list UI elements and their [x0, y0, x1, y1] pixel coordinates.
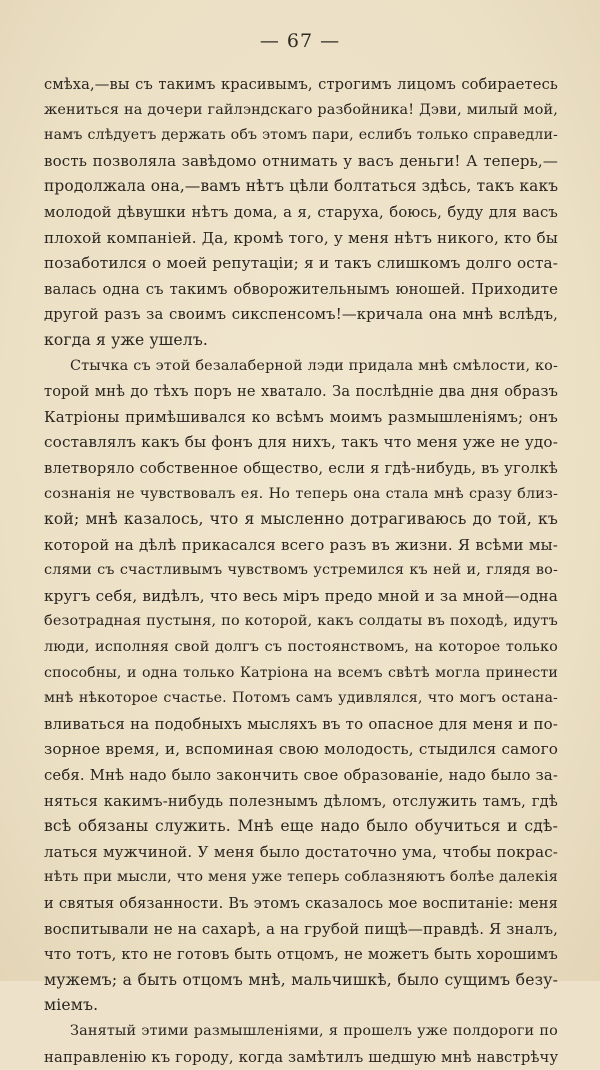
text-line: молодой дѣвушки нѣтъ дома, а я, старуха, боюсь, буду для васъ	[44, 203, 558, 221]
text-line: вость позволяла завѣдомо отнимать у васъ деньги! А теперь,—	[44, 151, 558, 170]
text-line: валась одна съ такимъ обворожительнымъ юношей. Приходите	[44, 280, 558, 298]
text-line: и святыя обязанности. Въ этомъ сказалось мое воспитаніе: меня	[44, 895, 558, 912]
text-line: направленію къ городу, когда замѣтилъ шедшую мнѣ навстрѣчу	[44, 1048, 559, 1066]
text-line: когда я уже ушелъ.	[44, 330, 209, 349]
text-line: мужемъ; а быть отцомъ мнѣ, мальчишкѣ, было сущимъ безу-	[44, 970, 558, 989]
text-line: слями съ счастливымъ чувствомъ устремился къ ней и, глядя во-	[44, 562, 558, 579]
text-line: кругъ себя, видѣлъ, что весь міръ предо мной и за мной—одна	[44, 586, 558, 605]
text-line: влетворяло собственное общество, если я гдѣ-нибудь, въ уголкѣ	[44, 459, 558, 477]
text-line: продолжала она,—вамъ нѣтъ цѣли болтаться здѣсь, такъ какъ	[44, 177, 559, 196]
text-line: мнѣ нѣкоторое счастье. Потомъ самъ удивлялся, что могъ остана-	[44, 690, 558, 707]
text-line: Стычка съ этой безалаберной лэди придала мнѣ смѣлости, ко-	[70, 357, 558, 374]
text-line: торой мнѣ до тѣхъ поръ не хватало. За послѣдніе два дня образъ	[44, 383, 558, 401]
text-line: вливаться на подобныхъ мысляхъ въ то опасное для меня и по-	[44, 714, 558, 733]
text-line: что тотъ, кто не готовъ быть отцомъ, не можетъ быть хорошимъ	[44, 946, 558, 964]
text-line: міемъ.	[44, 996, 99, 1015]
text-line: другой разъ за своимъ сикспенсомъ!—кричала она мнѣ вслѣдъ,	[44, 306, 558, 324]
text-line: кой; мнѣ казалось, что я мысленно дотрагиваюсь до той, къ	[44, 510, 558, 529]
body-text	[44, 72, 558, 1070]
text-line: всѣ обязаны служить. Мнѣ еще надо было обучиться и сдѣ-	[44, 817, 558, 836]
text-line: воспитывали не на сахарѣ, а на грубой пищѣ—правдѣ. Я зналъ,	[44, 919, 559, 938]
text-line: плохой компаніей. Да, кромѣ того, у меня нѣтъ никого, кто бы	[44, 228, 558, 247]
text-line: сознанія не чувствовалъ ея. Но теперь она стала мнѣ сразу близ-	[44, 485, 558, 502]
text-line: позаботился о моей репутаціи; я и такъ слишкомъ долго оста-	[44, 254, 558, 273]
text-line: себя. Мнѣ надо было закончить свое образованіе, надо было за-	[44, 767, 558, 785]
text-line: люди, исполняя свой долгъ съ постоянствомъ, на которое только	[44, 639, 558, 656]
text-line: способны, и одна только Катріона на всемъ свѣтѣ могла принести	[44, 664, 558, 681]
text-line: латься мужчиной. У меня было достаточно ума, чтобы покрас-	[44, 842, 558, 861]
text-line: Занятый этими размышленіями, я прошелъ уже полдороги по	[70, 1022, 558, 1039]
text-line: нѣть при мысли, что меня уже теперь соблазняютъ болѣе далекія	[44, 869, 558, 886]
text-line: жениться на дочери гайлэндскаго разбойника! Дэви, милый мой,	[44, 101, 558, 118]
text-line: смѣха,—вы съ такимъ красивымъ, строгимъ лицомъ собираетесь	[44, 76, 558, 93]
text-line: безотрадная пустыня, по которой, какъ солдаты въ походѣ, идутъ	[44, 613, 558, 630]
text-line: которой на дѣлѣ прикасался всего разъ въ жизни. Я всѣми мы-	[44, 535, 558, 554]
text-line: Катріоны примѣшивался ко всѣмъ моимъ размышленіямъ; онъ	[44, 407, 558, 426]
text-line: намъ слѣдуетъ держать объ этомъ пари, еслибъ только справедли-	[44, 127, 558, 144]
text-line: составлялъ какъ бы фонъ для нихъ, такъ что меня уже не удо-	[44, 433, 558, 452]
text-line: няться какимъ-нибудь полезнымъ дѣломъ, отслужить тамъ, гдѣ	[44, 792, 558, 810]
text-line: зорное время, и, вспоминая свою молодость, стыдился самого	[44, 740, 558, 759]
page-number: — 67 —	[259, 30, 341, 52]
